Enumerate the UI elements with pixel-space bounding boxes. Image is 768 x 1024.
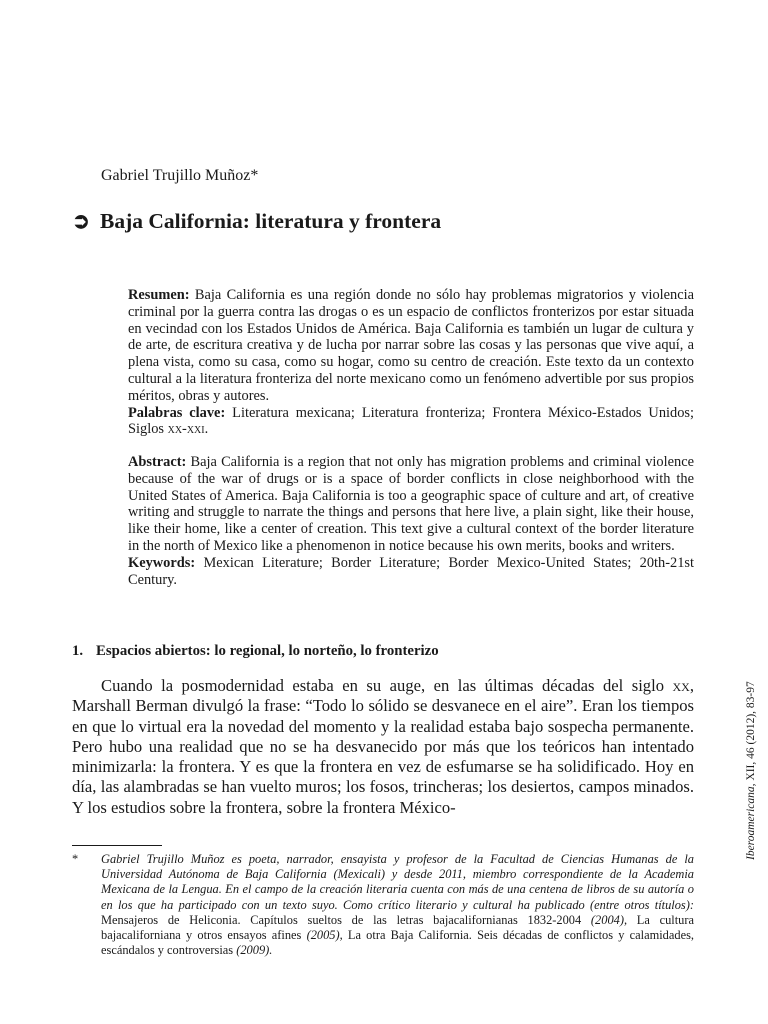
keywords-label: Keywords: (128, 554, 196, 571)
footnote-mark: * (72, 852, 79, 866)
palabras-clave-centuries: xx-xxi (167, 421, 205, 438)
body-text-rest: , Marshall Berman divulgó la frase: “Todo lo sólido se desvanece en el aire”. Eran los tiempos en que lo virtual era la novedad del momento y la realidad estaba bajo sospecha permanente. Pero hubo una realidad que no se ha desvanecido por más que los teóricos han intentado minimizarla: la frontera. Y es que la frontera en vez de esfumarse se ha solidificado. Hoy en día, las alambradas se han vuelto muros; los fosos, trincheras; los desiertos, campos minados. Y los estudios sobre la frontera, sobre la frontera México- (72, 676, 694, 817)
footnote-text (101, 852, 694, 958)
section-heading (72, 642, 439, 660)
section-heading-text: Espacios abiertos: lo regional, lo norteño, lo fronterizo (96, 643, 439, 659)
abstract-text: Baja California is a region that not only has migration problems and criminal violence because of the war of drugs or is a space of border conflicts in close neighborhood with the United States of America. Baja California is too a geographic space of culture and art, of creative writing and struggle to narrate the things and persons that here live, a plain sight, like their house, like their home, like a center of creation. This text give a cultural context of the border literature in the north of Mexico like a phenomenon in notice because his own merits, books and writers. (128, 454, 694, 554)
footnote-work-1: Mensajeros de Heliconia. Capítulos sueltos de las letras bajacalifornianas 1832-2004 (101, 912, 591, 927)
title-arrow-icon: ➲ (72, 209, 91, 233)
footnote-year-3: (2009). (236, 943, 273, 958)
keywords-paragraph (128, 555, 694, 589)
abstract-paragraph (128, 454, 694, 555)
footnote-year-2: (2005), (306, 928, 343, 943)
resumen-label: Resumen: (128, 287, 190, 303)
abstract-block (128, 454, 694, 588)
body-century: xx (672, 676, 690, 695)
article-title-text: Baja California: literatura y frontera (100, 209, 442, 233)
side-journal-reference (744, 681, 758, 860)
palabras-clave-text: Literatura mexicana; Literatura fronteriza; Frontera México-Estados Unidos; Siglos (128, 404, 694, 438)
resumen-text: Baja California es una región donde no sólo hay problemas migratorios y violencia criminal por la guerra contra las drogas o es un espacio de conflictos fronterizos por estar situada en vecindad con los Estados Unidos de América. Baja California es también un lugar de cultura y de arte, de escritura creativa y de lucha por narrar sobre las cosas y las personas que vive aquí, a plena vista, como su casa, como su hogar, como su centro de creación. Este texto da un contexto cultural a la literatura fronteriza del norte mexicano como un fenómeno advertible por sus propios méritos, obras y autores. (128, 287, 694, 404)
footnote-rule (72, 845, 162, 846)
side-journal-details: XII, 46 (2012), 83-97 (745, 681, 757, 784)
palabras-clave-end: . (204, 421, 209, 438)
footnote (72, 852, 694, 958)
section-number: 1. (72, 643, 84, 659)
keywords-text: Mexican Literature; Border Literature; Border Mexico-United States; 20th-21st Century. (128, 554, 694, 588)
body-paragraph (72, 676, 694, 818)
side-journal-name: Iberoamericana, (745, 783, 757, 860)
resumen-paragraph (128, 287, 694, 405)
footnote-intro: Gabriel Trujillo Muñoz es poeta, narrador, ensayista y profesor de la Facultad de Ciencias Humanas de la Universidad Autónoma de Baja California (Mexicali) y desde 2011, miembro correspondiente de la Academia Mexicana de la Lengua. En el campo de la creación literaria cuenta con más de una centena de libros de su autoría o en los que ha participado con un texto suyo. Como crítico literario y cultural ha publicado (entre otros títulos): (101, 852, 694, 912)
article-title (72, 208, 441, 234)
abstract-label: Abstract: (128, 454, 187, 470)
palabras-clave-label: Palabras clave: (128, 404, 226, 421)
footnote-work-3: La otra Baja California. Seis décadas de conflictos y calamidades, escándalos y controversias (101, 928, 694, 958)
resumen-block (128, 287, 694, 438)
author-name: Gabriel Trujillo Muñoz* (101, 167, 259, 184)
footnote-work-2: La cultura bajacaliforniana y otros ensayos afines (101, 912, 694, 943)
body-text-start: Cuando la posmodernidad estaba en su auge, en las últimas décadas del siglo (101, 676, 673, 695)
palabras-clave-paragraph (128, 405, 694, 439)
footnote-year-1: (2004), (590, 912, 628, 927)
